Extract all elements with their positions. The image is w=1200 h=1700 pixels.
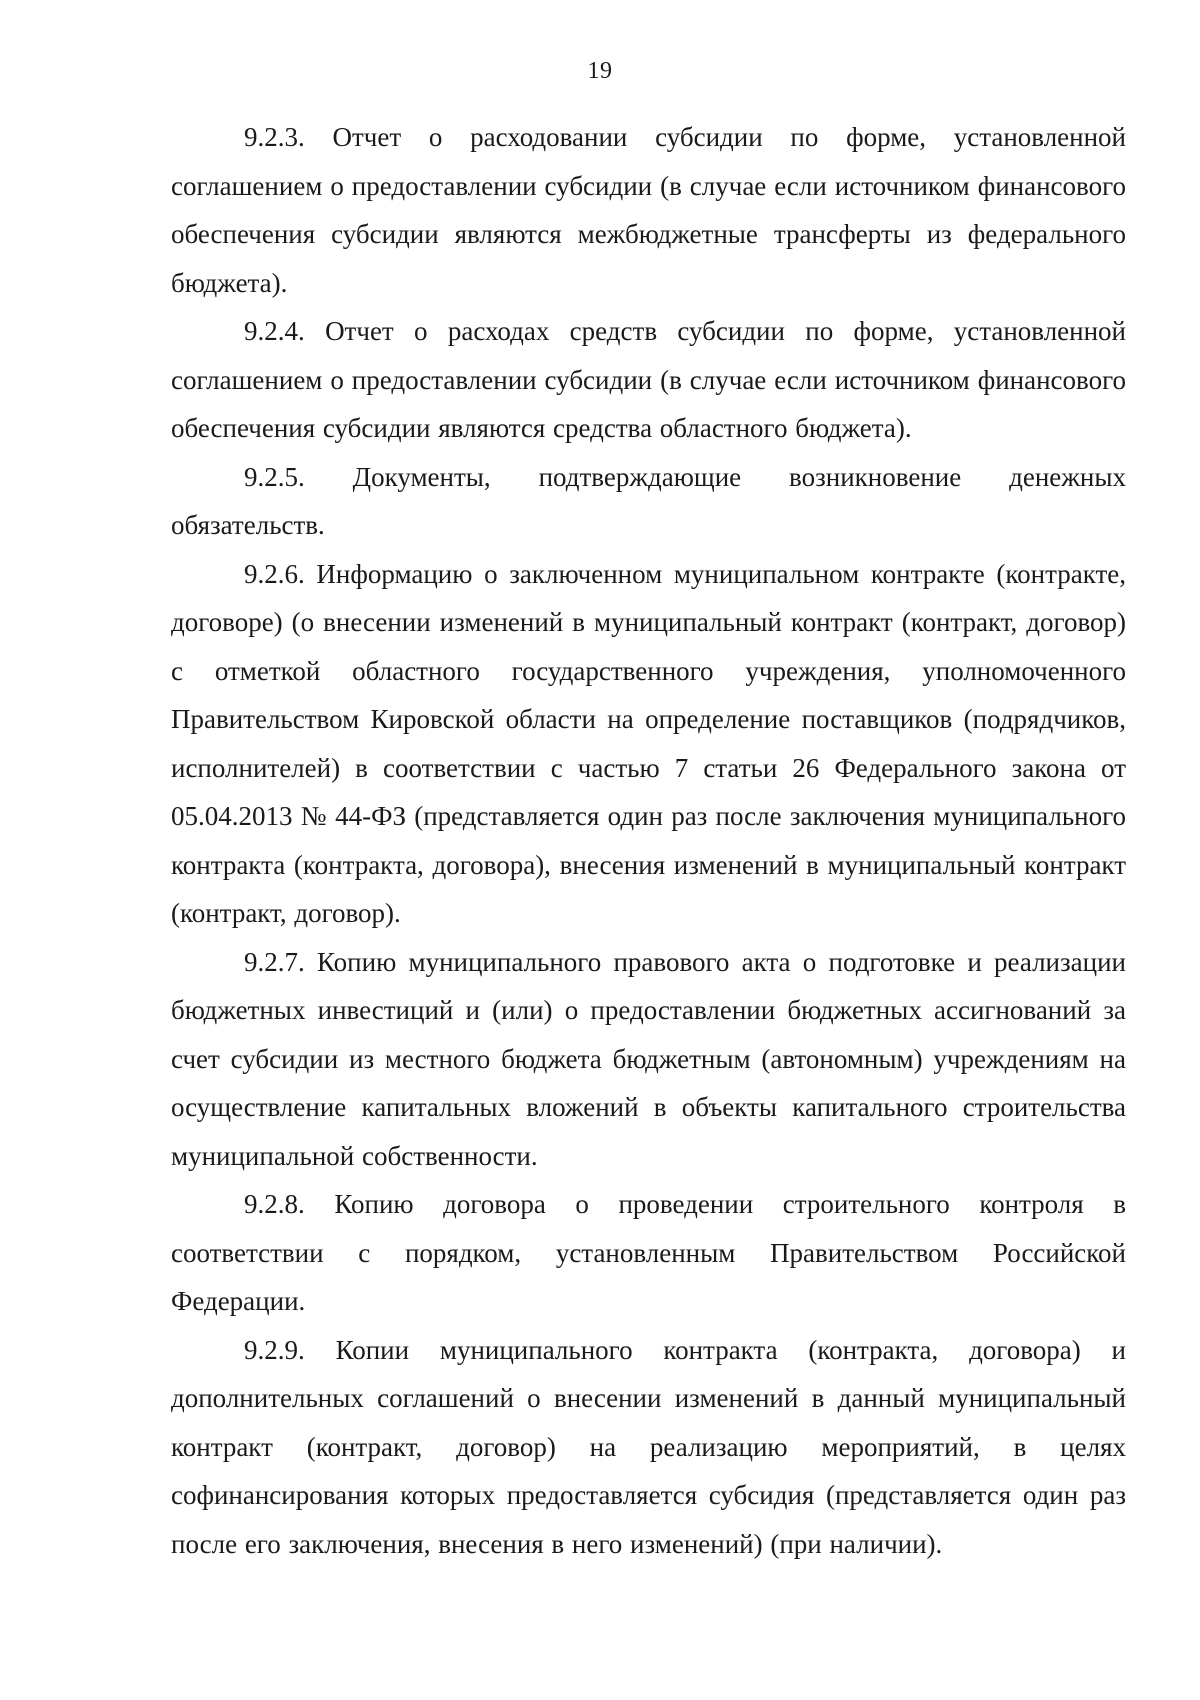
paragraph-text: Копию договора о проведении строительного контроля в соответствии с порядком, установленным Правительством Российской Федерации. <box>171 1189 1127 1316</box>
paragraph-text: Документы, подтверждающие возникновение денежных обязательств. <box>171 461 1127 540</box>
paragraph-9-2-3 <box>171 113 1126 307</box>
page-number: 19 <box>587 58 613 84</box>
paragraph-number: 9.2.9. <box>244 1334 305 1365</box>
paragraph-number: 9.2.7. <box>244 946 305 977</box>
paragraph-text: Копию муниципального правового акта о подготовке и реализации бюджетных инвестиций и (или) о предоставлении бюджетных ассигнований за счет субсидии из местного бюджета бюджетным (автономным) учреждениям на осуществление капитальных вложений в объекты капитального строительства муниципальной собственности. <box>171 946 1127 1171</box>
paragraph-text: Отчет о расходовании субсидии по форме, установленной соглашением о предоставлении субсидии (в случае если источником финансового обеспечения субсидии являются межбюджетные трансферты из федерального бюджета). <box>171 122 1126 298</box>
paragraph-text: Информацию о заключенном муниципальном контракте (контракте, договоре) (о внесении изменений в муниципальный контракт (контракт, договор) с отметкой областного государственного учреждения, уполномоченного Правительством Кировской области на определение поставщиков (подрядчиков, исполнителей) в соответствии с частью 7 статьи 26 Федерального закона от 05.04.2013 № 44-ФЗ (представляется один раз после заключения муниципального контракта (контракта, договора), внесения изменений в муниципальный контракт (контракт, договор). <box>171 558 1126 928</box>
paragraph-9-2-6 <box>171 550 1126 938</box>
paragraph-number: 9.2.8. <box>244 1189 305 1219</box>
document-body <box>171 113 1126 1568</box>
paragraph-number: 9.2.6. <box>244 558 305 589</box>
paragraph-9-2-9 <box>171 1326 1126 1569</box>
paragraph-text: Копии муниципального контракта (контракта, договора) и дополнительных соглашений о внесении изменений в данный муниципальный контракт (контракт, договор) на реализацию мероприятий, в целях софинансирования которых предоставляется субсидия (представляется один раз после его заключения, внесения в него изменений) (при наличии). <box>171 1334 1126 1559</box>
paragraph-9-2-7 <box>171 938 1126 1181</box>
paragraph-number: 9.2.5. <box>244 461 305 492</box>
paragraph-9-2-4 <box>171 307 1126 453</box>
paragraph-9-2-8 <box>171 1180 1126 1326</box>
paragraph-number: 9.2.4. <box>244 316 305 346</box>
paragraph-number: 9.2.3. <box>244 122 305 152</box>
paragraph-9-2-5 <box>171 453 1126 550</box>
paragraph-text: Отчет о расходах средств субсидии по форме, установленной соглашением о предоставлении субсидии (в случае если источником финансового обеспечения субсидии являются средства областного бюджета). <box>171 316 1126 443</box>
